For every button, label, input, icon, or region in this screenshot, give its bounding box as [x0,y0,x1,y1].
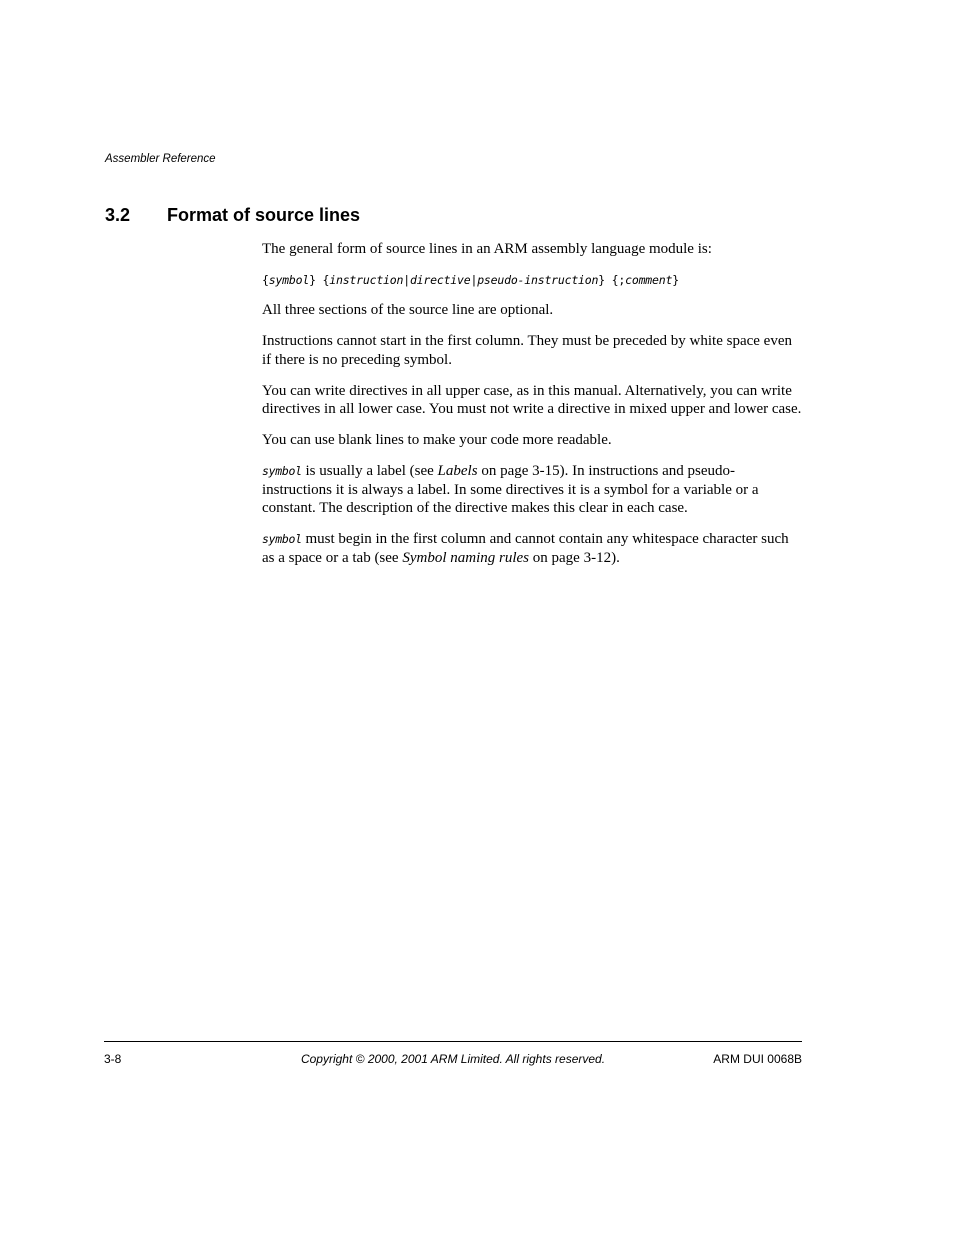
footer-copyright: Copyright © 2000, 2001 ARM Limited. All rights reserved. [300,1052,606,1066]
labels-link[interactable]: Labels [437,462,478,479]
directives-paragraph: You can write directives in all upper case, as in this manual. Alternatively, you can write directives in all lower case. You must not write a directive in mixed upper and lower case. [262,382,802,418]
paragraph-text: must begin in the first column and cannot contain any whitespace character such as a space or a tab (see [262,531,789,566]
symbol-naming-rules-link[interactable]: Symbol naming rules [402,549,530,566]
symbol-code: symbol [262,532,302,547]
syntax-comment: comment [625,272,673,287]
syntax-line [262,271,802,289]
syntax-bar: | [403,272,410,287]
intro-paragraph: The general form of source lines in an ARM assembly language module is: [262,241,712,257]
syntax-brace: } {; [598,272,626,287]
paragraph-text: on page 3-12). [529,549,620,566]
symbol-code: symbol [262,463,302,478]
footer-doc-id: ARM DUI 0068B [713,1052,802,1066]
syntax-brace: { [262,272,269,287]
section-body [262,240,802,580]
syntax-directive: directive [409,272,471,287]
footer-page-number: 3-8 [104,1052,122,1066]
syntax-pseudo-instruction: pseudo-instruction [477,272,599,287]
syntax-symbol: symbol [268,272,310,287]
optional-paragraph: All three sections of the source line are optional. [262,302,554,319]
section-heading [105,204,360,226]
symbol-column-paragraph [262,530,802,567]
running-header: Assembler Reference [105,153,216,165]
section-number: 3.2 [105,205,131,225]
syntax-brace: } { [309,272,330,287]
instructions-paragraph: Instructions cannot start in the first column. They must be preceded by white space even if there is no preceding symbol. [262,333,792,368]
footer-divider [104,1041,802,1042]
syntax-instruction: instruction [329,272,404,287]
paragraph-text: is usually a label (see [301,462,438,479]
symbol-label-paragraph [262,462,802,518]
section-title: Format of source lines [167,205,361,225]
blank-lines-paragraph: You can use blank lines to make your code more readable. [262,432,612,449]
syntax-brace: } [672,272,679,287]
paragraph-text: on page 3-15). In instructions and pseudo-instructions it is always a label. In some directives it is a symbol for a variable or a constant. The description of the directive makes this clear in each case. [262,462,759,517]
syntax-bar: | [470,272,478,287]
